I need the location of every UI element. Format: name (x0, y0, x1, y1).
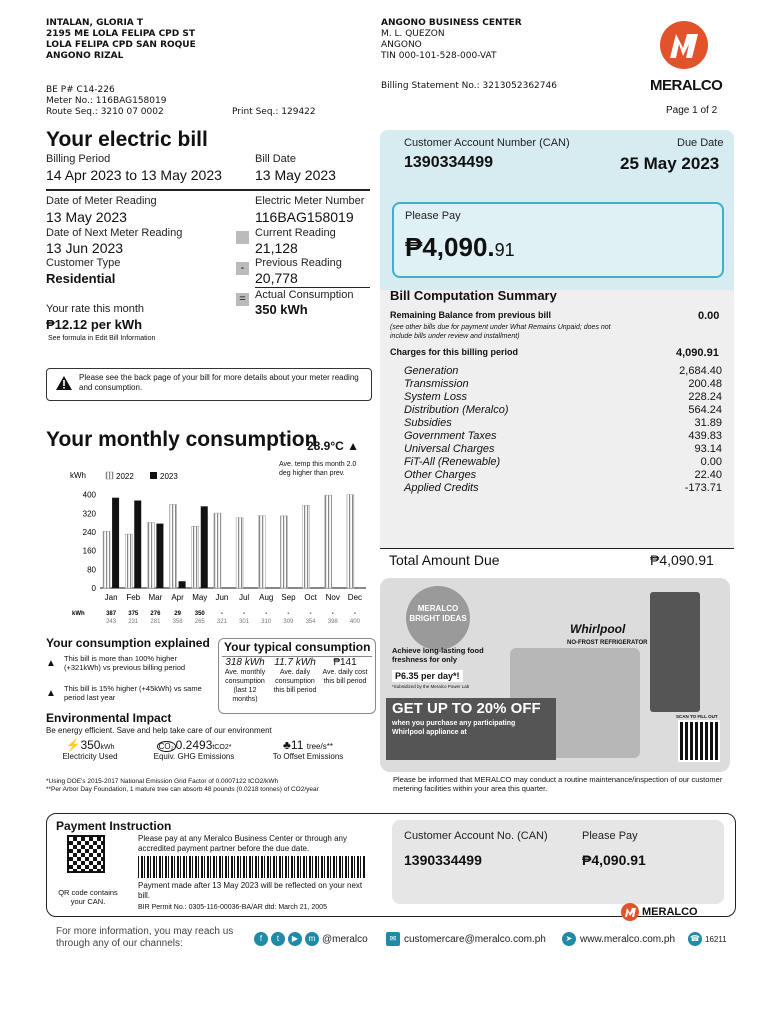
bar-2022 (280, 516, 287, 588)
y-axis-unit: kWh (70, 471, 86, 480)
typical-items (220, 657, 370, 704)
meter-reading-date-label: Date of Meter Reading (46, 195, 157, 207)
youtube-icon[interactable]: ▶ (288, 932, 302, 946)
explained-line-2: This bill is 15% higher (+45kWh) vs same period last year (64, 684, 202, 702)
can-label: Customer Account Number (CAN) (404, 137, 570, 149)
up-triangle-icon: ▲ (46, 688, 56, 699)
remaining-balance-label: Remaining Balance from previous bill (390, 310, 552, 320)
phone-icon: ☎ (688, 932, 702, 946)
bc-tin: TIN 000-101-528-000-VAT (381, 51, 497, 61)
ad-price-note: *Subsidized by the Meralco Power Lab (392, 684, 470, 689)
meter-no: Meter No.: 116BAG158019 (46, 96, 167, 106)
x-tick-label: Aug (259, 593, 274, 602)
bar-2022 (347, 495, 354, 588)
next-reading-label: Date of Next Meter Reading (46, 227, 183, 239)
qr-caption: QR code contains your CAN. (58, 888, 118, 906)
y-tick-label: 320 (82, 509, 96, 519)
consumption-title: Your monthly consumption (46, 428, 318, 451)
previous-reading: 20,778 (255, 270, 298, 286)
charge-value: -173.71 (684, 482, 722, 494)
typical-daily: 11.7 kWh Ave. daily consumption this bill period (273, 657, 317, 694)
bar-2022 (125, 534, 132, 588)
value-2022: 231 (128, 619, 139, 625)
billing-period: 14 Apr 2023 to 13 May 2023 (46, 167, 222, 183)
bar-2022 (103, 531, 110, 588)
address-line: ANGONO RIZAL (46, 51, 124, 61)
value-2023: - (220, 611, 223, 617)
payment-title: Payment Instruction (56, 819, 172, 833)
bolt-icon: ⚡ (65, 738, 81, 752)
meralco-wordmark: MERALCO (650, 77, 723, 94)
footer-social[interactable] (254, 932, 368, 946)
current-reading: 21,128 (255, 240, 298, 256)
bar-2023 (112, 498, 119, 588)
value-2022: 243 (106, 619, 117, 625)
value-2023: 29 (174, 611, 181, 617)
ad-qr-code[interactable] (678, 720, 720, 762)
y-tick-label: 160 (82, 546, 96, 556)
legend-2022-swatch (106, 472, 113, 479)
up-triangle-icon: ▲ (46, 658, 56, 669)
email-link[interactable]: customercare@meralco.com.ph (404, 933, 546, 945)
charge-value: 564.24 (688, 404, 722, 416)
can-value: 1390334499 (404, 154, 493, 171)
footer-email[interactable] (386, 932, 546, 946)
meter-number-label: Electric Meter Number (255, 195, 365, 207)
bill-date: 13 May 2023 (255, 167, 336, 183)
value-2022: 358 (172, 619, 183, 625)
whirlpool-ad[interactable] (380, 578, 730, 772)
value-2022: 309 (283, 619, 294, 625)
environment-title: Environmental Impact (46, 711, 172, 725)
please-pay-amount (405, 232, 515, 263)
x-tick-label: Jul (238, 593, 250, 602)
charge-value: 2,684.40 (679, 365, 722, 377)
customer-address (46, 18, 196, 62)
value-2023: 350 (194, 611, 205, 617)
row-unit-label: kWh (72, 611, 85, 617)
charge-row (404, 430, 722, 442)
value-2022: 321 (216, 619, 227, 625)
meralco-small-logo (620, 902, 640, 927)
ad-brand: Whirlpool (570, 622, 626, 636)
temperature (307, 439, 359, 453)
payment-can: 1390334499 (404, 852, 482, 868)
remaining-note: (see other bills due for payment under What Remains Unpaid; does not include bills under review and installment) (390, 324, 611, 340)
charge-label: Distribution (Meralco) (404, 404, 509, 416)
charge-value: 228.24 (688, 391, 722, 403)
value-2022: 400 (349, 619, 360, 625)
bir-permit: BIR Permit No.: 0305-116-00036-BA/AR dtd: March 21, 2005 (138, 904, 327, 911)
value-2023: - (287, 611, 290, 617)
bar-2022 (214, 513, 221, 588)
payment-can-label: Customer Account No. (CAN) (404, 830, 548, 842)
charge-row (404, 365, 722, 377)
meralco-small-wordmark: MERALCO (642, 906, 698, 918)
meralco-logo-icon (620, 902, 640, 922)
charge-label: Transmission (404, 378, 469, 390)
due-date-label: Due Date (677, 137, 724, 149)
equals-icon: = (236, 293, 249, 306)
env-electricity: ⚡350kWh Electricity Used (62, 738, 118, 761)
x-tick-label: Feb (126, 593, 141, 602)
address-line: LOLA FELIPA CPD SAN ROQUE (46, 40, 196, 50)
bc-name: ANGONO BUSINESS CENTER (381, 18, 522, 28)
twitter-icon[interactable]: t (271, 932, 285, 946)
footer-web[interactable] (562, 932, 675, 946)
charge-label: FiT-All (Renewable) (404, 456, 501, 468)
value-2023: - (309, 611, 312, 617)
customer-type-label: Customer Type (46, 257, 121, 269)
charge-value: 200.48 (688, 378, 722, 390)
bar-2022 (192, 526, 199, 588)
value-2023: 387 (106, 611, 117, 617)
meter-number: 116BAG158019 (255, 209, 354, 225)
current-reading-label: Current Reading (255, 227, 336, 239)
charge-label: Universal Charges (404, 443, 495, 455)
charge-row (404, 391, 722, 403)
x-tick-label: Nov (325, 593, 340, 602)
address-line: 2195 ME LOLA FELIPA CPD ST (46, 29, 195, 39)
value-2022: 310 (261, 619, 272, 625)
value-2023: 276 (150, 611, 161, 617)
billing-period-label: Billing Period (46, 153, 111, 165)
amount-cents: 91 (494, 240, 515, 260)
route-seq: Route Seq.: 3210 07 0002 (46, 107, 164, 117)
value-2022: 398 (327, 619, 338, 625)
charge-label: Generation (404, 365, 459, 377)
charge-row (404, 482, 722, 494)
charge-value: 22.40 (694, 469, 722, 481)
x-tick-label: Oct (304, 593, 317, 602)
typical-title: Your typical consumption (224, 640, 371, 654)
bar-2022 (325, 495, 332, 588)
legend-2023: 2023 (160, 472, 178, 481)
ad-offer-sub: when you purchase any participating Whirlpool appliance at (392, 720, 516, 736)
bar-2022 (258, 516, 265, 588)
bill-title: Your electric bill (46, 128, 208, 151)
footer-text: For more information, you may reach us through any of our channels: (56, 926, 234, 949)
notice-box (46, 368, 372, 401)
previous-reading-label: Previous Reading (255, 257, 342, 269)
charge-label: Government Taxes (404, 430, 497, 442)
charge-value: 31.89 (694, 417, 722, 429)
bill-refs (46, 85, 166, 118)
temperature-value: 28.9°C (307, 439, 344, 453)
rate-label: Your rate this month (46, 303, 145, 315)
legend-2022: 2022 (116, 472, 134, 481)
ad-product: NO-FROST REFRIGERATOR (567, 640, 648, 646)
value-2022: 265 (194, 619, 205, 625)
statement-number: Billing Statement No.: 3213052362746 (381, 81, 557, 91)
x-tick-label: Jun (215, 593, 229, 602)
value-2022: 281 (150, 619, 161, 625)
cursor-icon: ➤ (562, 932, 576, 946)
charge-row (404, 404, 722, 416)
typical-cost: ₱141 Ave. daily cost this bill period (322, 657, 368, 685)
charge-value: 0.00 (700, 456, 722, 468)
charge-value: 93.14 (694, 443, 722, 455)
x-tick-label: May (192, 593, 208, 602)
typical-monthly: 318 kWh Ave. monthly consumption (last 12 months) (224, 657, 266, 703)
barcode (138, 856, 366, 878)
value-2022: 354 (305, 619, 316, 625)
charge-value: 439.83 (688, 430, 722, 442)
facebook-icon[interactable]: f (254, 932, 268, 946)
summary-title: Bill Computation Summary (390, 288, 557, 303)
current-reading-box (236, 231, 249, 244)
charge-row (404, 443, 722, 455)
print-seq: Print Seq.: 129422 (232, 107, 316, 117)
charge-label: System Loss (404, 391, 467, 403)
env-trees: ♣11 tree/s** To Offset Emissions (272, 738, 344, 761)
explained-line-1: This bill is more than 100% higher (+321kWh) vs previous billing period (64, 654, 186, 672)
bc-line: M. L. QUEZON (381, 29, 445, 39)
charges-label: Charges for this billing period (390, 347, 519, 357)
rate-value: ₱12.12 per kWh (46, 317, 143, 332)
please-pay-label: Please Pay (405, 210, 461, 222)
bar-2022 (170, 504, 177, 588)
ad-offer: GET UP TO 20% OFF (392, 700, 541, 717)
charge-row (404, 456, 722, 468)
y-tick-label: 240 (82, 528, 96, 537)
total-label: Total Amount Due (389, 552, 500, 568)
tree-icon: ♣ (283, 738, 291, 752)
x-tick-label: Dec (347, 593, 363, 602)
bar-2023 (201, 506, 208, 588)
ad-headline: Achieve long-lasting food freshness for only (392, 646, 484, 664)
charge-row (404, 417, 722, 429)
be-number: BE P# C14-226 (46, 85, 115, 95)
charge-label: Subsidies (404, 417, 452, 429)
web-link[interactable]: www.meralco.com.ph (580, 933, 676, 945)
payment-pay-label: Please Pay (582, 830, 638, 842)
amount-main: ₱4,090. (405, 232, 495, 262)
page-number: Page 1 of 2 (666, 105, 718, 116)
due-date: 25 May 2023 (620, 154, 720, 173)
value-2023: - (353, 611, 356, 617)
rate-note: See formula in Edit Bill Information (48, 335, 156, 342)
x-tick-label: Apr (171, 593, 184, 602)
business-center (381, 18, 522, 62)
bc-line: ANGONO (381, 40, 422, 50)
remaining-balance-value: 0.00 (698, 310, 720, 322)
ad-scan-label: SCAN TO FILL OUT (676, 714, 718, 719)
value-2022: 301 (239, 619, 250, 625)
total-value: ₱4,090.91 (650, 552, 714, 568)
meter-reading-date: 13 May 2023 (46, 209, 127, 225)
value-2023: - (265, 611, 268, 617)
env-ghg: CO₂ 0.2493tCO2* Equiv. GHG Emissions (153, 738, 235, 761)
mail-icon: ✉ (386, 932, 400, 946)
maintenance-note: Please be informed that MERALCO may conduct a routine maintenance/inspection of our customer metering facilities within your area this quarter. (393, 775, 723, 793)
warning-icon (55, 375, 73, 396)
bar-2023 (156, 524, 163, 588)
consumption-chart (46, 466, 370, 632)
notice-text: Please see the back page of your bill for more details about your meter reading and consumption. (79, 373, 359, 392)
hotline-number[interactable]: 16211 (705, 934, 727, 944)
bar-2022 (303, 505, 310, 588)
bar-2022 (147, 522, 154, 588)
refrigerator-image (650, 592, 700, 712)
bright-ideas-badge: MERALCO BRIGHT IDEAS (406, 586, 470, 650)
value-2023: 375 (128, 611, 139, 617)
x-tick-label: Jan (104, 593, 118, 602)
charge-row (404, 378, 722, 390)
environment-items (50, 738, 358, 761)
x-tick-label: Mar (148, 593, 163, 602)
qr-code[interactable] (67, 835, 105, 873)
bar-2023 (134, 501, 141, 589)
up-triangle-icon: ▲ (347, 439, 360, 453)
charge-label: Applied Credits (404, 482, 479, 494)
actual-consumption-label: Actual Consumption (255, 289, 354, 301)
social-handle[interactable]: @meralco (322, 933, 368, 945)
bar-2022 (236, 518, 243, 588)
bill-date-label: Bill Date (255, 153, 296, 165)
late-note: Payment made after 13 May 2023 will be reflected on your next bill. (138, 881, 363, 900)
y-tick-label: 0 (91, 584, 96, 593)
y-tick-label: 400 (82, 490, 96, 500)
explained-title: Your consumption explained (46, 636, 210, 650)
bar-2023 (179, 581, 186, 588)
temp-note: Ave. temp this month 2.0 deg higher than prev. (279, 461, 357, 477)
ad-price: P6.35 per day*! (392, 670, 463, 682)
charge-row (404, 469, 722, 481)
y-tick-label: 80 (87, 565, 96, 575)
value-2023: - (243, 611, 246, 617)
charge-label: Other Charges (404, 469, 477, 481)
co2-icon: CO₂ (158, 742, 174, 751)
payment-line-1: Please pay at any Meralco Business Center or through any accredited payment partner before the due date. (138, 834, 348, 853)
legend-2023-swatch (150, 472, 157, 479)
actual-consumption: 350 kWh (255, 302, 308, 317)
messenger-icon[interactable]: m (305, 932, 319, 946)
charges-value: 4,090.91 (676, 347, 719, 359)
payment-pay: ₱4,090.91 (582, 852, 646, 868)
minus-icon: - (236, 262, 249, 275)
environment-notes: *Using DOE's 2015-2017 National Emission Grid Factor of 0.0007122 tCO2/kWh **Per Arbor Day Foundation, 1 mature tree can absorb 48 pounds (0.0218 tonnes) of CO2/year (46, 778, 319, 793)
environment-subtitle: Be energy efficient. Save and help take care of our environment (46, 726, 272, 735)
next-reading-date: 13 Jun 2023 (46, 240, 124, 256)
customer-name: INTALAN, GLORIA T (46, 18, 144, 28)
value-2023: - (331, 611, 334, 617)
footer-hotline[interactable] (688, 932, 727, 946)
x-tick-label: Sep (281, 593, 296, 602)
customer-type: Residential (46, 271, 116, 286)
